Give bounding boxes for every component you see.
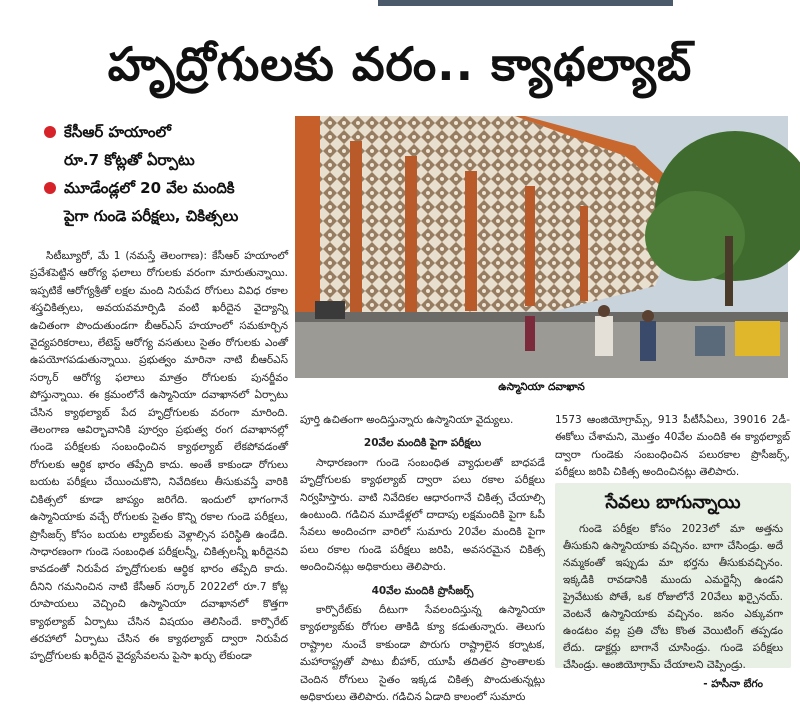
article-paragraph: 1573 ఆంజియోగ్రామ్స్, 913 పీటీసీఏలు, 39016 2డీ-ఈకోలు చేశామని, మొత్తం 40వేల మందికి ఈ క్యాథల్యాబ్ ద్వారా గుండెకు సంబంధించిన పలురకాల ప్రొసీజర్స్, పరీక్షలు జరిపి చికిత్స అందించినట్లు తెలిపారు. (555, 414, 790, 479)
hospital-photo (295, 116, 788, 378)
article-column-1 (30, 248, 288, 666)
red-bullet-icon (44, 126, 56, 138)
bullet-line: పైగా గుండె పరీక్షలు, చికిత్సలు (64, 207, 239, 225)
testimonial-text: గుండె పరీక్షల కోసం 2023లో మా అత్తను తీసుకుని ఉస్మానియాకు వచ్చినం. బాగా చేసిండ్రు. అదే నమ్మకంతో ఇప్పుడు మా భర్తను తీసుకువచ్చినం. ఇక్కడికి రావడానికి ముందు ఎమర్జెన్సీ ఉండని ప్రైవేటుకు పోతే, ఒక రోజులోనే 20వేలు ఖర్చైనయ్. వెంటనే ఉస్మానియాకు వచ్చినం. జనం ఎక్కువగా ఉండటం వల్ల ప్రతి చోట కొంత వెయిటింగ్ తప్పడం లేదు. డాక్టర్లు బాగానే చూసిండ్రు. గుండె పరీక్షలు చేసిండ్రు. ఆంజియోగ్రామ్ చేయాలని చెప్పిండ్రు. (563, 523, 783, 671)
bullet-line: కేసీఆర్ హయాంలో (64, 123, 171, 141)
bullet-line: మూడేండ్లలో 20 వేల మందికి (64, 179, 235, 197)
subheading: 40వేల మందికి ప్రొసీజర్స్ (371, 584, 474, 597)
photo-caption: ఉస్మానియా దవాఖాన (498, 381, 585, 393)
testimonial-body (563, 521, 783, 674)
article-paragraph: సిటీబ్యూరో, మే 1 (నమస్తే తెలంగాణ): కేసీఆర్ హయాంలో ప్రవేశపెట్టిన ఆరోగ్య ఫలాలు రోగులకు వరంగా మారుతున్నాయి. ఇప్పటికే ఆరోగ్యశ్రీతో లక్షల మంది నిరుపేద రోగులు వివిధ రకాల శస్త్రచికిత్సలు, అవయవమార్పిడి వంటి ఖరీదైన వైద్యాన్ని ఉచితంగా పొందుతుండగా బీఆర్ఎస్ హయాంలో సమకూర్చిన వైద్యపరికరాలు, లేటెస్ట్ ఆరోగ్య వసతులు సైతం రోగులకు ఎంతో ఉపయోగపడుతున్నాయి. ప్రభుత్వం మారినా నాటి బీఆర్ఎస్ సర్కార్ ఆరోగ్య ఫలాలు మాత్రం రోగులకు పునర్జీవం పోస్తున్నాయి. ఈ క్రమంలోనే ఉస్మానియా దవాఖానలో ఏర్పాటు చేసిన క్యాథల్యాబ్ పేద హృద్రోగులకు వరంగా మారింది. తెలంగాణ ఆవిర్భావానికి పూర్వం ప్రభుత్వ రంగ దవాఖానల్లో గుండె పరీక్షలకు సంబంధించిన క్యాథల్యాబ్ లేకపోవడంతో రోగులకు ఆర్థిక భారం తప్పేది కాదు. అంతే కాకుండా రోగులు బయట పరీక్షలు చేయించుకొని, నివేదికలు తీసుకువస్తే వారికి చికిత్సలో కూడా జాప్యం జరిగేది. ఇందులో భాగంగానే ఉస్మానియాకు వచ్చే రోగులకు సైతం కొన్ని రకాల గుండె పరీక్షలు, ప్రొసీజర్స్ కోసం బయట ల్యాబ్‌లకు వెళ్లాల్సిన పరిస్థితి ఉండేది. సాధారణంగా గుండె సంబంధిత పరీక్షలన్నీ, చికిత్సలన్నీ ఖరీదైనవి కావడంతో నిరుపేద హృద్రోగులకు ఆర్థిక భారం తప్పేది కాదు. దీనిని గమనించిన నాటి కేసీఆర్ సర్కార్ 2022లో రూ.7 కోట్ల రూపాయలు వెచ్చించి ఉస్మానియా దవాఖానలో కొత్తగా క్యాథల్యాబ్ ఏర్పాటు చేసిన విషయం తెలిసిందే. కార్పొరేట్ తరహాలో ఏర్పాటు చేసిన ఈ క్యాథల్యాబ్ ద్వారా నిరుపేద హృద్రోగులకు ఖరీదైన వైద్యసేవలను పైసా ఖర్చు లేకుండా (30, 250, 288, 663)
testimonial-signature: - హసీనా బేగం (703, 678, 763, 690)
article-column-3 (555, 412, 790, 482)
subheading: 20వేల మందికి పైగా పరీక్షలు (363, 437, 482, 450)
testimonial-title: సేవలు బాగున్నాయి (605, 492, 741, 513)
article-paragraph: పూర్తి ఉచితంగా అందిస్తున్నారు ఉస్మానియా వైద్యులు. (300, 414, 514, 426)
article-column-2 (300, 412, 545, 707)
article-paragraph: సాధారణంగా గుండె సంబంధిత వ్యాధులతో బాధపడే హృద్రోగులకు క్యాథల్యాబ్ ద్వారా పలు రకాల పరీక్షలు నిర్వహిస్తారు. వాటి నివేదికల ఆధారంగానే చికిత్స చేయాల్సి ఉంటుంది. గడిచిన మూడేళ్లలో దాదాపు లక్షమందికి పైగా ఓపీ సేవలు అందించగా వారిలో సుమారు 20వేల మందికి పైగా పలు రకాల గుండె పరీక్షలు జరిపి, అవసరమైన చికిత్స అందించినట్లు అధికారులు తెలిపారు. (300, 456, 545, 574)
top-color-strip (378, 0, 673, 6)
hospital-building-image (295, 116, 788, 378)
highlight-bullets (40, 118, 290, 230)
bullet-item (40, 118, 290, 174)
article-paragraph: కార్పొరేట్‌కు దీటుగా సేవలందిస్తున్న ఉస్మానియా క్యాథల్యాబ్‌కు రోగుల తాకిడి క్యూ కడుతున్నారు. తెలుగు రాష్ట్రాల నుంచే కాకుండా పొరుగు రాష్ట్రాలైన కర్నాటక, మహారాష్ట్రతో పాటు బీహార్, యూపీ తదితర ప్రాంతాలకు చెందిన రోగులు సైతం ఇక్కడ చికిత్స పొందుతున్నట్లు అధికారులు తెలిపారు. గడిచిన ఏడాది కాలంలో సుమారు (300, 604, 545, 704)
testimonial-box (555, 483, 791, 690)
red-bullet-icon (44, 182, 56, 194)
headline: హృద్రోగులకు వరం.. క్యాథల్యాబ్ (107, 37, 693, 91)
bullet-line: రూ.7 కోట్లతో ఏర్పాటు (64, 151, 195, 169)
bullet-item (40, 174, 290, 230)
